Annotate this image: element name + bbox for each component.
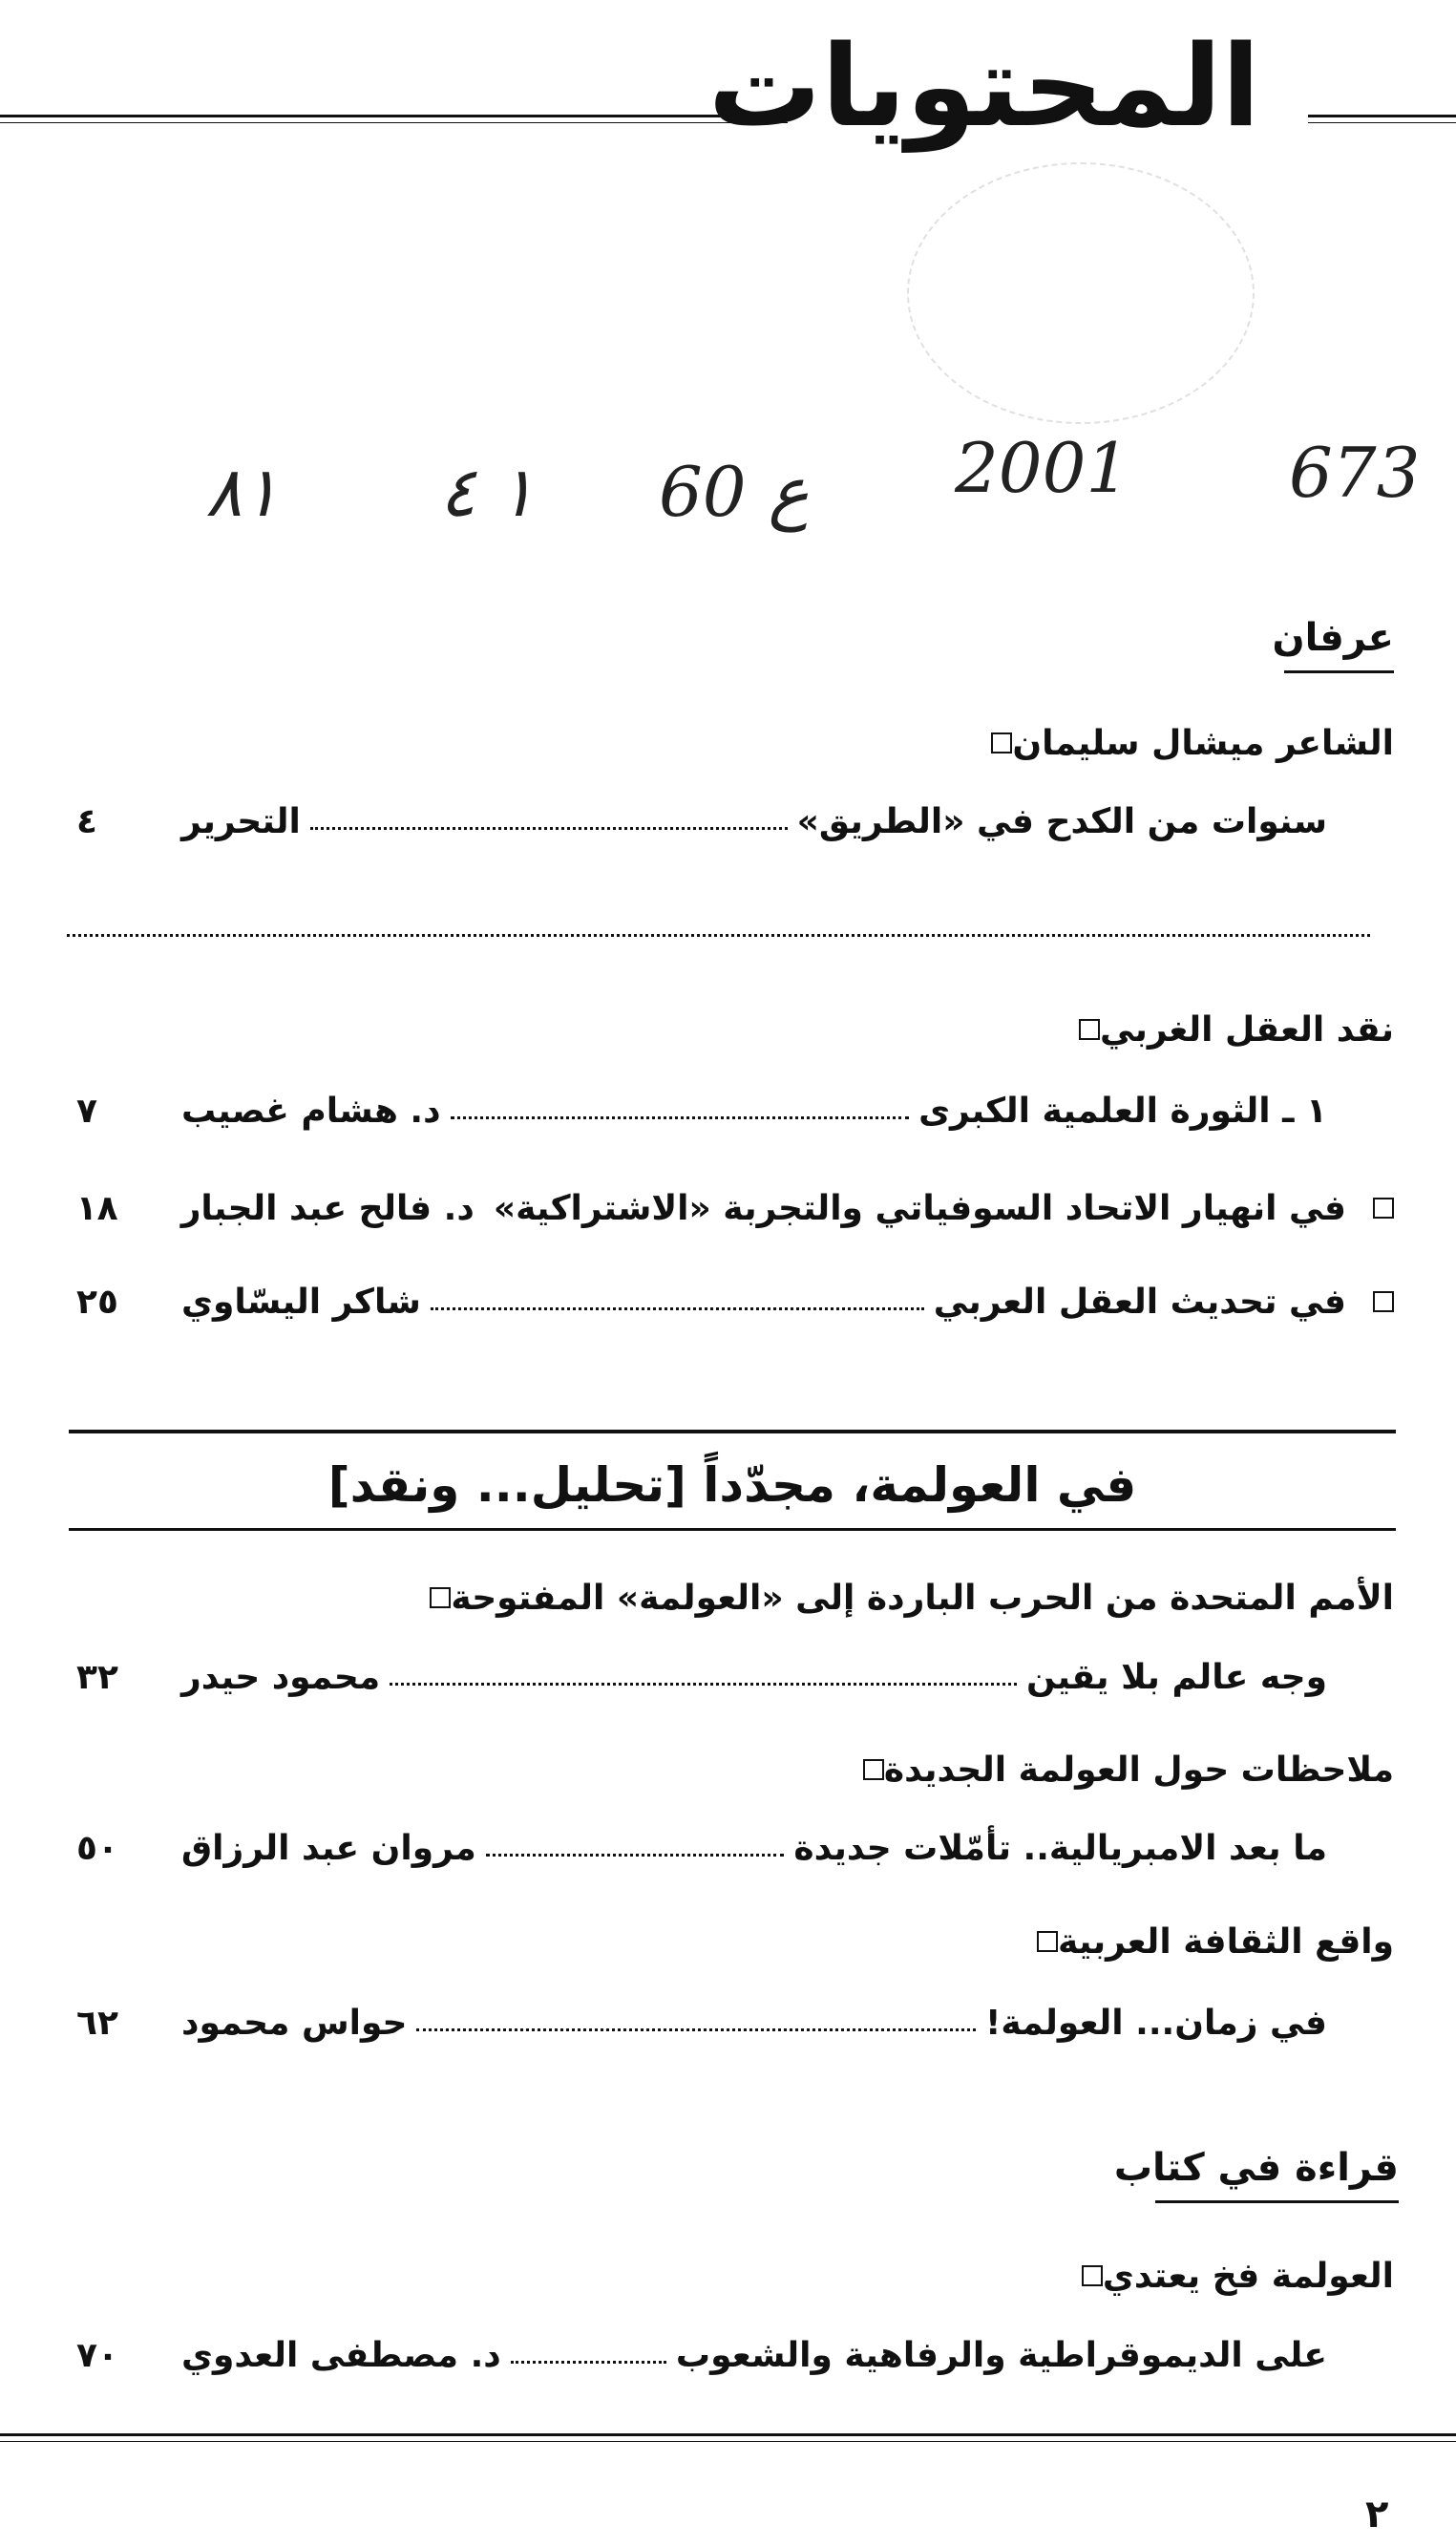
checkbox-icon [1079,1019,1100,1040]
leader-dots [310,827,788,830]
entry-title: سنوات من الكدح في «الطريق» [796,801,1327,841]
banner-rule-bottom [69,1528,1396,1531]
entry-page: ٥٠ [76,1828,118,1868]
topic-title: الأمم المتحدة من الحرب الباردة إلى «العولمة» المفتوحة [451,1578,1394,1618]
handwritten-note-5: ٨١ [205,452,280,532]
checkbox-icon [1082,2265,1103,2286]
entry-page: ٤ [76,801,97,841]
entry-author: حواس محمود [181,2003,408,2043]
entry-author: محمود حيدر [181,1657,381,1697]
topic-title: واقع الثقافة العربية [1058,1921,1394,1962]
header-rule-left-thin [0,122,788,123]
checkbox-icon [863,1759,884,1780]
checkbox-icon [1373,1198,1394,1219]
leader-dots [431,1307,924,1310]
dotted-separator [67,934,1370,937]
entry-title: ١ ـ الثورة العلمية الكبرى [918,1091,1327,1131]
topic-row [1055,2249,1394,2303]
footer-rule-thin [0,2441,1456,2442]
entry-title: في تحديث العقل العربي [933,1282,1346,1322]
checkbox-icon [1373,1291,1394,1312]
entry-title: في زمان... العولمة! [985,2003,1327,2043]
section-banner-globalization: في العولمة، مجدّداً [تحليل... ونقد] [327,1457,1137,1513]
checkbox-icon [1037,1931,1058,1952]
topic-row [1010,1915,1394,1968]
topic-title: نقد العقل الغربي [1099,1009,1394,1050]
entry-page: ٢٥ [76,1282,118,1322]
entry-title: ما بعد الامبريالية.. تأمّلات جديدة [793,1828,1327,1868]
section-heading-irfan: عرفان [1272,616,1394,660]
entry-page: ٧٠ [76,2335,118,2375]
entry-author: التحرير [181,801,301,841]
toc-entry[interactable] [76,1821,1327,1875]
footer-rule [0,2433,1456,2436]
topic-row [403,1571,1394,1624]
entry-author: د. فالح عبد الجبار [180,1188,475,1228]
entry-title: في انهيار الاتحاد السوفياتي والتجربة «الاشتراكية» [493,1188,1346,1228]
topic-row [836,1743,1394,1796]
handwritten-note-2: 2001 [955,428,1130,508]
handwritten-note-4: ١ ٤ [439,452,536,532]
faded-stamp [907,162,1255,424]
leader-dots [390,1683,1017,1686]
section-underline-reading [1155,2200,1399,2203]
toc-entry[interactable] [76,1084,1327,1137]
banner-rule-top [69,1430,1396,1433]
checkbox-icon [991,732,1012,753]
entry-author: د. هشام غصيب [181,1091,441,1131]
entry-page: ٣٢ [76,1657,118,1697]
toc-entry[interactable] [76,1275,1394,1328]
section-underline-irfan [1284,670,1394,673]
header-rule-left [0,115,788,117]
toc-entry[interactable] [76,1996,1327,2049]
leader-dots [511,2361,666,2364]
topic-row [1052,1003,1394,1056]
toc-entry[interactable] [76,795,1327,848]
leader-dots [416,2028,976,2031]
page-title: المحتويات [707,20,1260,152]
topic-title: الشاعر ميشال سليمان [1012,723,1394,763]
entry-title: على الديموقراطية والرفاهية والشعوب [675,2335,1327,2375]
handwritten-note-1: 673 [1289,433,1421,513]
leader-dots [486,1854,785,1857]
topic-title: ملاحظات حول العولمة الجديدة [883,1750,1394,1790]
page-number: ٢ [1365,2493,1389,2536]
entry-author: شاكر اليسّاوي [181,1282,421,1322]
handwritten-note-3: 60 ع [659,452,810,532]
toc-entry[interactable] [76,1181,1394,1235]
header-rule-right-thin [1308,122,1456,123]
section-heading-reading: قراءة في كتاب [1113,2146,1399,2190]
toc-entry[interactable] [76,2328,1327,2382]
entry-page: ٧ [76,1091,97,1131]
topic-title: العولمة فخ يعتدي [1102,2256,1394,2296]
entry-author: د. مصطفى العدوي [181,2335,501,2375]
checkbox-icon [430,1587,451,1608]
leader-dots [451,1116,909,1119]
toc-entry[interactable] [76,1650,1327,1704]
topic-row [964,716,1394,770]
entry-page: ١٨ [75,1188,118,1228]
entry-author: مروان عبد الرزاق [181,1828,476,1868]
entry-title: وجه عالم بلا يقين [1026,1657,1327,1697]
entry-page: ٦٢ [76,2003,118,2043]
header-rule-right [1308,115,1456,117]
